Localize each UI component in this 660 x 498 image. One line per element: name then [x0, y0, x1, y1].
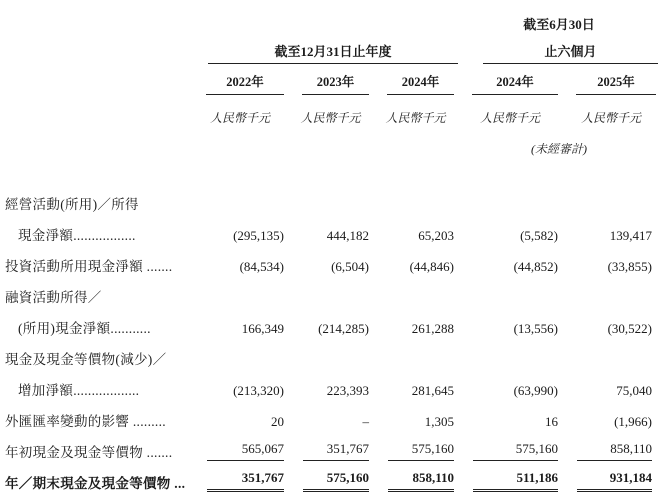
value-cell	[288, 343, 373, 374]
cash-flow-statement-page	[0, 2, 660, 491]
unaudited-note: (未經審計)	[531, 142, 587, 156]
unit-label: 人民幣千元	[581, 111, 642, 125]
value-cell	[562, 343, 660, 374]
table-row	[0, 312, 660, 343]
unit-header-row	[0, 95, 660, 126]
group-header-row-1	[0, 2, 660, 33]
interim-period-header-line1: 截至6月30日	[523, 17, 595, 32]
value-cell: 65,203	[418, 228, 454, 243]
value-cell	[373, 467, 458, 498]
unit-label: 人民幣千元	[300, 111, 361, 125]
year-label: 2022年	[206, 72, 284, 95]
interim-period-header-line2: 止六個月	[483, 41, 658, 64]
value-cell: (33,855)	[607, 259, 653, 274]
value-cell	[373, 188, 458, 219]
value-cell	[288, 281, 373, 312]
table-row	[0, 405, 660, 436]
table-row	[0, 219, 660, 250]
subtotal-rule: 575,160	[473, 441, 558, 461]
value-cell: 16	[545, 414, 558, 429]
spacer-cell	[0, 64, 192, 95]
value-cell	[562, 467, 660, 498]
value-cell: 1,305	[424, 414, 454, 429]
value-cell	[192, 188, 288, 219]
row-label: 現金淨額.................	[18, 228, 136, 243]
value-cell	[288, 436, 373, 467]
value-cell: (63,990)	[513, 383, 558, 398]
year-label: 2024年	[472, 72, 558, 95]
table-row	[0, 250, 660, 281]
value-cell: (13,556)	[513, 321, 558, 336]
value-cell	[458, 188, 562, 219]
subtotal-rule: 575,160	[388, 441, 454, 461]
value-cell: (30,522)	[607, 321, 653, 336]
value-cell: (214,285)	[318, 321, 369, 336]
value-cell	[288, 188, 373, 219]
unit-label: 人民幣千元	[209, 111, 270, 125]
row-label: 投資活動所用現金淨額 .......	[5, 259, 173, 274]
spacer-cell	[0, 2, 192, 33]
value-cell	[373, 343, 458, 374]
total-rule: 931,184	[577, 470, 652, 492]
year-label: 2025年	[576, 72, 656, 95]
value-cell: –	[362, 414, 369, 429]
group-header-row-2	[0, 33, 660, 64]
total-rule: 858,110	[388, 470, 454, 492]
value-cell	[192, 436, 288, 467]
interim-period-header	[458, 33, 660, 64]
table-body	[0, 188, 660, 498]
year-header-row	[0, 64, 660, 95]
total-rule: 351,767	[207, 470, 284, 492]
year-header-2025-interim	[562, 64, 660, 95]
value-cell: 281,645	[411, 383, 454, 398]
value-cell	[192, 467, 288, 498]
value-cell: (44,852)	[513, 259, 558, 274]
row-label: (所用)現金淨額...........	[18, 321, 151, 336]
value-cell: 166,349	[241, 321, 284, 336]
total-rule: 511,186	[473, 470, 558, 492]
row-label: 年／期末現金及現金等價物 ...	[5, 476, 186, 491]
subtotal-rule: 351,767	[303, 441, 369, 461]
value-cell	[373, 281, 458, 312]
value-cell: 20	[271, 414, 284, 429]
value-cell: 261,288	[411, 321, 454, 336]
year-label: 2023年	[302, 72, 369, 95]
value-cell	[192, 343, 288, 374]
table-header	[0, 2, 660, 188]
unaudited-note-row	[0, 126, 660, 157]
year-header-2023	[288, 64, 373, 95]
table-row	[0, 467, 660, 498]
spacer-cell	[192, 2, 458, 33]
row-label: 融資活動所得／	[5, 290, 102, 305]
spacer-cell	[0, 126, 192, 157]
value-cell	[192, 281, 288, 312]
value-cell	[373, 436, 458, 467]
table-row	[0, 188, 660, 219]
value-cell	[458, 343, 562, 374]
row-label: 外匯匯率變動的影響 .........	[5, 414, 166, 429]
row-label: 經營活動(所用)／所得	[5, 197, 139, 212]
value-cell: 139,417	[609, 228, 653, 243]
value-cell: (6,504)	[331, 259, 369, 274]
spacer-cell	[192, 126, 458, 157]
value-cell	[458, 467, 562, 498]
year-header-2024	[373, 64, 458, 95]
value-cell: 75,040	[616, 383, 653, 398]
year-header-2024-interim	[458, 64, 562, 95]
annual-period-header	[192, 33, 458, 64]
subtotal-rule: 858,110	[577, 441, 652, 461]
value-cell	[288, 467, 373, 498]
row-label: 年初現金及現金等價物 .......	[5, 445, 173, 460]
value-cell	[562, 188, 660, 219]
cash-flow-table	[0, 2, 660, 498]
value-cell: 444,182	[326, 228, 369, 243]
subtotal-rule: 565,067	[207, 441, 284, 461]
unit-label: 人民幣千元	[479, 111, 540, 125]
header-body-gap	[0, 157, 660, 188]
value-cell	[562, 436, 660, 467]
value-cell: 223,393	[326, 383, 369, 398]
value-cell: (84,534)	[239, 259, 284, 274]
table-row	[0, 281, 660, 312]
value-cell	[562, 281, 660, 312]
spacer-cell	[0, 95, 192, 126]
value-cell	[458, 281, 562, 312]
table-row	[0, 374, 660, 405]
value-cell: (295,135)	[233, 228, 284, 243]
value-cell: (44,846)	[409, 259, 454, 274]
value-cell: (5,582)	[520, 228, 558, 243]
year-label: 2024年	[387, 72, 454, 95]
table-row	[0, 343, 660, 374]
table-row	[0, 436, 660, 467]
year-header-2022	[192, 64, 288, 95]
value-cell	[458, 436, 562, 467]
value-cell: (1,966)	[614, 414, 653, 429]
unit-label: 人民幣千元	[385, 111, 446, 125]
spacer-cell	[0, 33, 192, 64]
row-label: 增加淨額..................	[18, 383, 140, 398]
value-cell: (213,320)	[233, 383, 284, 398]
annual-period-header-label: 截至12月31日止年度	[208, 41, 458, 64]
row-label: 現金及現金等價物(減少)／	[5, 352, 167, 367]
total-rule: 575,160	[303, 470, 369, 492]
